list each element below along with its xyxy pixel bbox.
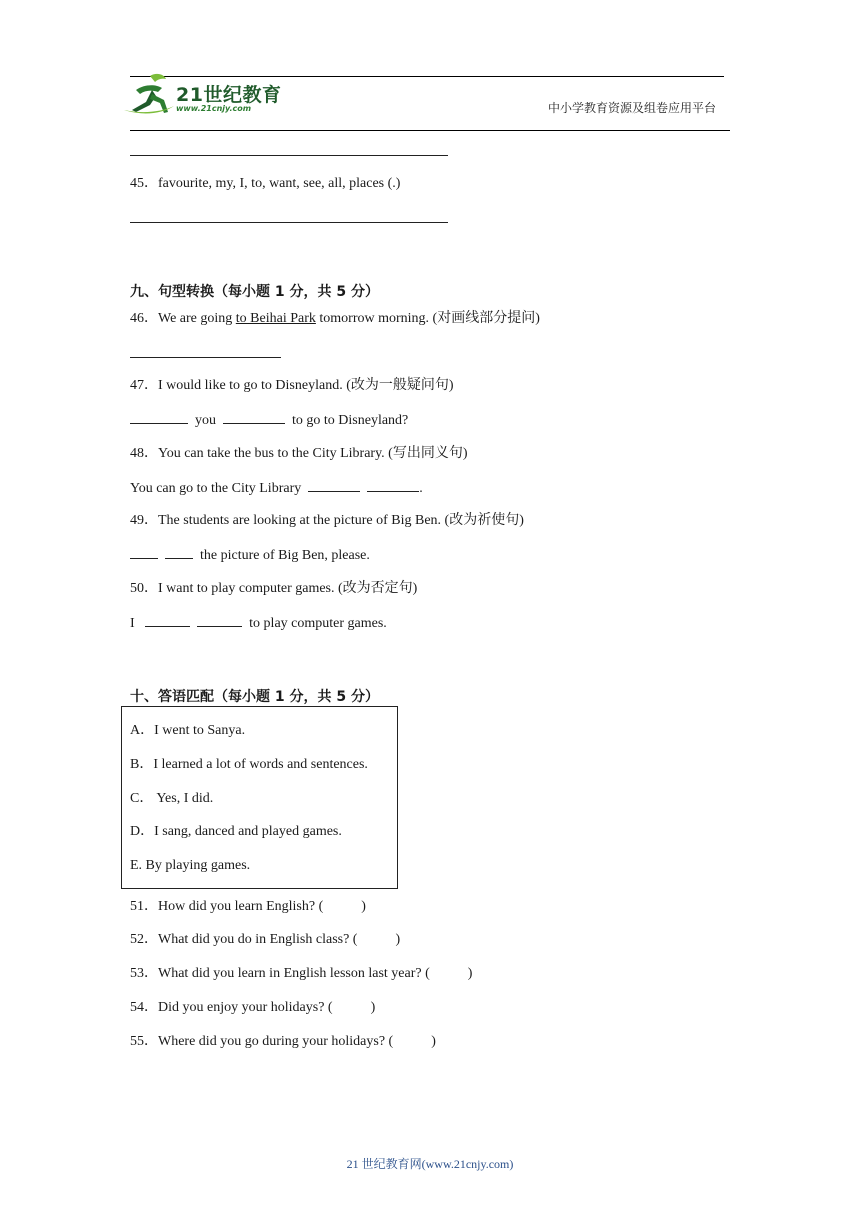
- blank-48-1[interactable]: [308, 479, 360, 492]
- q52-close: ): [395, 932, 401, 947]
- question-47: 47．I would like to go to Disneyland. (改为一般疑问句): [130, 378, 454, 393]
- a47-mid: you: [195, 413, 216, 428]
- question-49: 49．The students are looking at the picture of Big Ben. (改为祈使句): [130, 513, 524, 528]
- q55-close: ): [431, 1034, 436, 1049]
- q46-underlined: to Beihai Park: [235, 311, 316, 326]
- blank-50-1[interactable]: [145, 614, 190, 627]
- a50-end: to play computer games.: [249, 616, 387, 631]
- section-10-title: 十、答语匹配（每小题 1 分，共 5 分）: [130, 689, 379, 705]
- q46-suffix: tomorrow morning. (对画线部分提问): [315, 311, 540, 326]
- question-51: [130, 898, 366, 916]
- question-50: 50．I want to play computer games. (改为否定句): [130, 581, 418, 596]
- q52-text: 52．What did you do in English class? (: [130, 932, 358, 947]
- q54-close: ): [370, 1000, 376, 1015]
- answer-48: [130, 479, 423, 498]
- option-b: B．I learned a lot of words and sentences.: [130, 757, 368, 772]
- footer-link[interactable]: 21 世纪教育网(www.21cnjy.com): [346, 1157, 514, 1171]
- answer-49: [130, 546, 370, 565]
- question-54: [130, 999, 375, 1017]
- q53-close: ): [467, 966, 473, 981]
- q54-text: 54．Did you enjoy your holidays? (: [130, 1000, 333, 1015]
- question-48: 48．You can take the bus to the City Library. (写出同义句): [130, 446, 468, 461]
- blank-47-2[interactable]: [223, 411, 285, 424]
- blank-48-2[interactable]: [367, 479, 419, 492]
- answer-line-45[interactable]: [130, 222, 448, 223]
- logo-wordmark: 21世纪教育: [176, 84, 282, 106]
- a48-end: .: [419, 481, 423, 496]
- option-a: A．I went to Sanya.: [130, 723, 246, 738]
- blank-49-2[interactable]: [165, 546, 193, 559]
- site-name: 中小学教育资源及组卷应用平台: [548, 101, 717, 115]
- question-55: [130, 1033, 436, 1051]
- question-46: [130, 310, 540, 328]
- a49-end: the picture of Big Ben, please.: [200, 548, 370, 563]
- answer-line-44[interactable]: [130, 155, 448, 156]
- header-bottom-rule: [130, 130, 730, 131]
- q46-prefix: 46．We are going: [130, 311, 236, 326]
- answer-line-46[interactable]: [130, 357, 281, 358]
- question-52: [130, 931, 400, 949]
- q53-text: 53．What did you learn in English lesson last year? (: [130, 966, 430, 981]
- q51-close: ): [361, 899, 366, 914]
- q55-text: 55．Where did you go during your holidays? (: [130, 1034, 394, 1049]
- logo-url: www.21cnjy.com: [176, 104, 252, 113]
- a48-start: You can go to the City Library: [130, 481, 302, 496]
- blank-47-1[interactable]: [130, 411, 188, 424]
- a47-end: to go to Disneyland?: [292, 413, 409, 428]
- option-c: C． Yes, I did.: [130, 791, 214, 806]
- a50-start: I: [130, 616, 135, 631]
- question-53: [130, 965, 472, 983]
- answer-47: [130, 411, 408, 430]
- answer-50: [130, 614, 387, 633]
- option-d: D．I sang, danced and played games.: [130, 824, 342, 839]
- blank-49-1[interactable]: [130, 546, 158, 559]
- blank-50-2[interactable]: [197, 614, 242, 627]
- option-e: E. By playing games.: [130, 858, 251, 873]
- question-45: 45．favourite, my, I, to, want, see, all, places (.): [130, 176, 401, 191]
- q51-text: 51．How did you learn English? (: [130, 899, 324, 914]
- section-9-title: 九、句型转换（每小题 1 分，共 5 分）: [130, 284, 379, 300]
